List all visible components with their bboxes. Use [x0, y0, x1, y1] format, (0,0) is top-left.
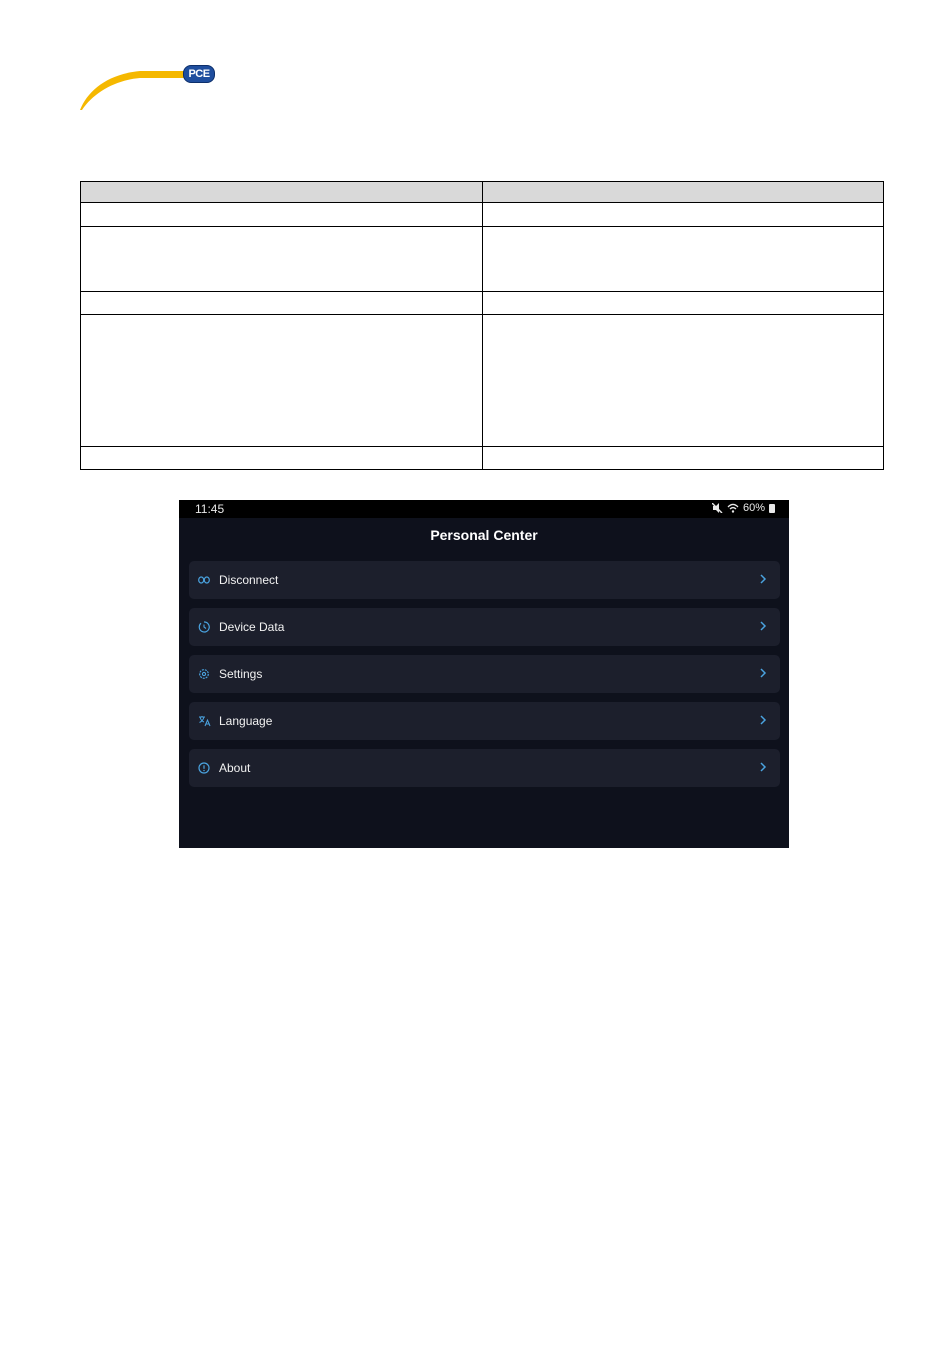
table-row — [81, 292, 884, 315]
menu-item-settings[interactable] — [189, 655, 780, 693]
page-title: Personal Center — [430, 527, 538, 543]
info-icon — [197, 761, 211, 775]
table-row — [81, 227, 884, 292]
menu-item-label: Settings — [219, 667, 263, 681]
mute-icon — [712, 503, 723, 513]
status-time: 11:45 — [195, 502, 225, 516]
menu-item-label: Device Data — [219, 620, 285, 634]
app-screenshot — [179, 500, 789, 848]
chevron-right-icon — [758, 666, 768, 680]
menu-item-label: Language — [219, 714, 273, 728]
translate-icon — [197, 714, 211, 728]
gear-icon — [197, 667, 211, 681]
menu-item-label: About — [219, 761, 251, 775]
table-row — [81, 315, 884, 447]
menu-item-about[interactable] — [189, 749, 780, 787]
pce-logo — [78, 62, 218, 114]
chevron-right-icon — [758, 760, 768, 774]
chevron-right-icon — [758, 572, 768, 586]
logo-badge: PCE — [183, 65, 215, 83]
status-icons — [712, 502, 775, 514]
battery-level: 60% — [742, 502, 765, 514]
menu-item-language[interactable] — [189, 702, 780, 740]
menu-item-device-data[interactable] — [189, 608, 780, 646]
menu-item-label: Disconnect — [219, 573, 279, 587]
battery-icon — [769, 504, 775, 513]
chevron-right-icon — [758, 619, 768, 633]
table-header-row — [81, 182, 884, 203]
link-icon — [197, 573, 211, 587]
spec-table — [80, 181, 884, 470]
table-row — [81, 447, 884, 470]
table-row — [81, 203, 884, 227]
menu-list — [189, 561, 780, 796]
status-bar — [179, 500, 789, 518]
menu-item-disconnect[interactable] — [189, 561, 780, 599]
wifi-icon — [727, 503, 739, 513]
chevron-right-icon — [758, 713, 768, 727]
history-icon — [197, 620, 211, 634]
